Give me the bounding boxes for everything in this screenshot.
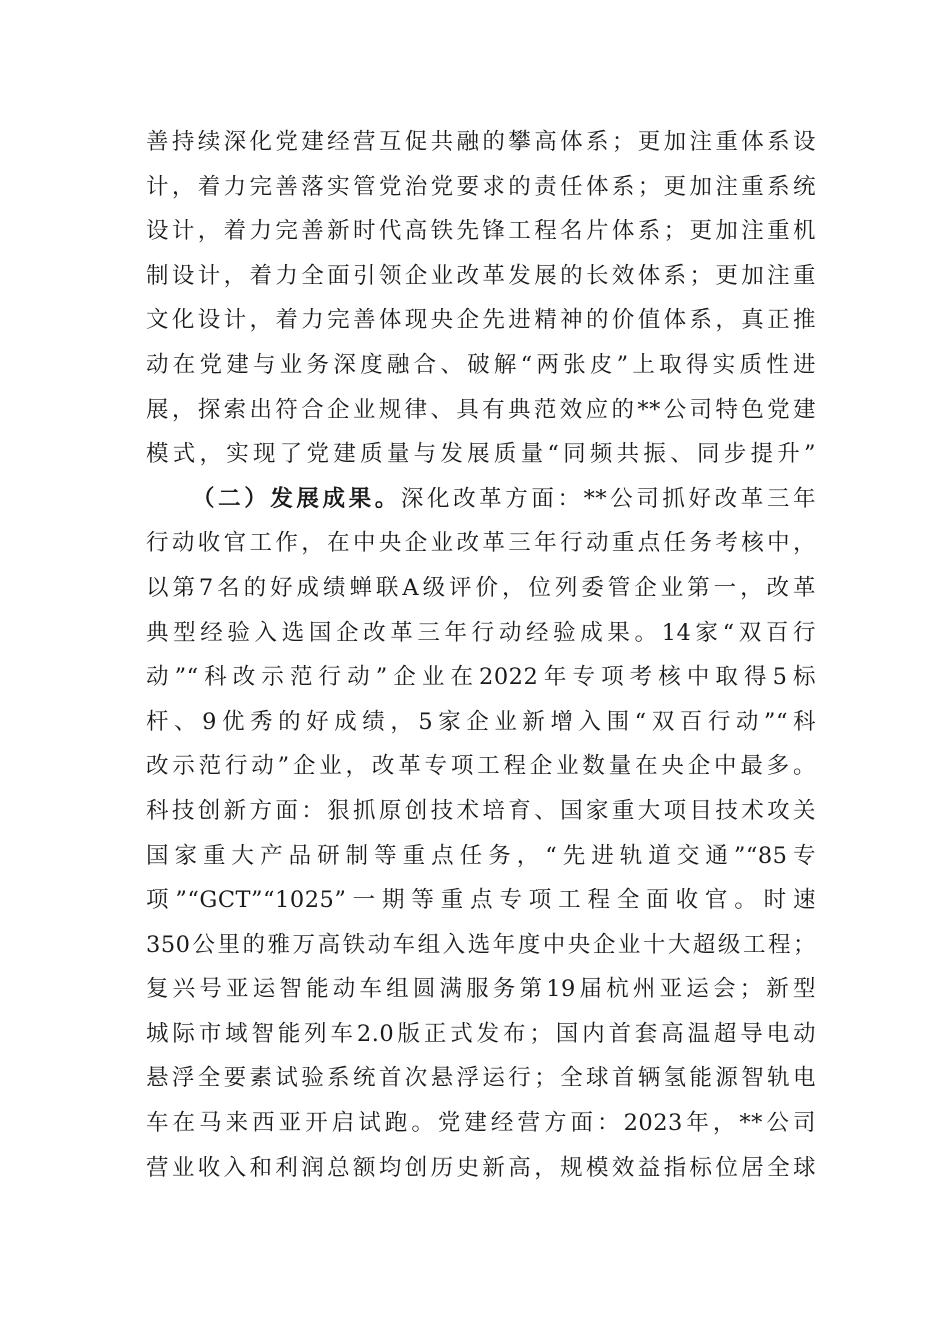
body-text	[146, 120, 816, 1190]
text-line: 善持续深化党建经营互促共融的攀高体系；更加注重体系设	[146, 129, 816, 155]
text-line: 城际市域智能列车2.0版正式发布；国内首套高温超导电动	[146, 1020, 816, 1047]
text-line: 动在党建与业务深度融合、破解“两张皮”上取得实质性进	[146, 351, 816, 378]
text-line: 悬浮全要素试验系统首次悬浮运行；全球首辆氢能源智轨电	[146, 1065, 816, 1092]
text-line: 以第7名的好成绩蝉联A级评价，位列委管企业第一，改革	[146, 574, 816, 601]
text-line: 杆、9优秀的好成绩，5家企业新增入围“双百行动”“科	[146, 708, 816, 735]
text-line: 行动收官工作，在中央企业改革三年行动重点任务考核中，	[146, 530, 816, 557]
text-line: 典型经验入选国企改革三年行动经验成果。14家“双百行	[146, 619, 816, 646]
text-line: 动”“科改示范行动”企业在2022年专项考核中取得5标	[146, 664, 816, 691]
text-line: 国家重大产品研制等重点任务，“先进轨道交通”“85专	[146, 842, 816, 869]
text-line: 营业收入和利润总额均创历史新高，规模效益指标位居全球	[146, 1154, 816, 1181]
text-line: 350公里的雅万高铁动车组入选年度中央企业十大超级工程；	[146, 931, 816, 958]
text-line: 改示范行动”企业，改革专项工程企业数量在央企中最多。	[146, 753, 816, 780]
text-line: 项”“GCT”“1025”一期等重点专项工程全面收官。时速	[146, 887, 816, 914]
text-line: 模式，实现了党建质量与发展质量“同频共振、同步提升”	[146, 441, 816, 468]
text-line: 车在马来西亚开启试跑。党建经营方面：2023年，**公司	[146, 1110, 816, 1137]
text-line: 复兴号亚运智能动车组圆满服务第19届杭州亚运会；新型	[146, 976, 816, 1003]
section-heading-rest: 深化改革方面：**公司抓好改革三年	[400, 485, 816, 512]
text-line: 计，着力完善落实管党治党要求的责任体系；更加注重系统	[146, 173, 816, 200]
section-heading: （二）发展成果。	[192, 485, 401, 512]
text-line: 文化设计，着力完善体现央企先进精神的价值体系，真正推	[146, 307, 816, 334]
section-heading-line	[146, 477, 816, 522]
text-line: 设计，着力完善新时代高铁先锋工程名片体系；更加注重机	[146, 218, 816, 245]
text-line: 展，探索出符合企业规律、具有典范效应的**公司特色党建	[146, 396, 816, 423]
text-line: 科技创新方面：狠抓原创技术培育、国家重大项目技术攻关	[146, 797, 816, 824]
text-line: 制设计，着力全面引领企业改革发展的长效体系；更加注重	[146, 262, 816, 289]
